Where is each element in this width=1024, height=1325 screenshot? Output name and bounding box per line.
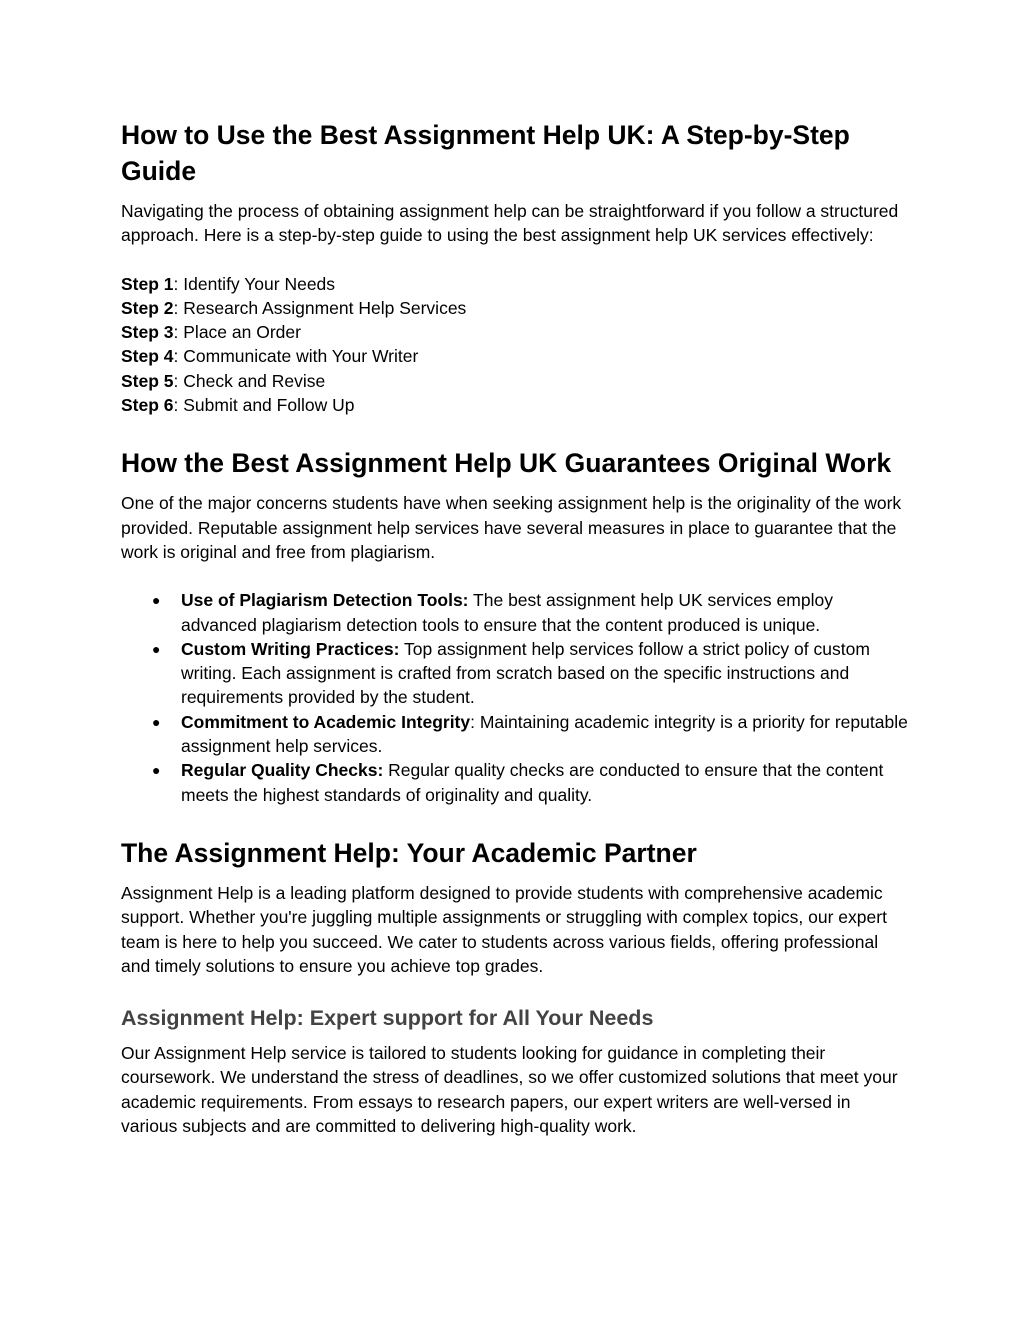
step-guide-intro: Navigating the process of obtaining assignment help can be straightforward if you follow a structured approach. Here is a step-by-step guide to using the best assignment help UK services effectively: <box>121 201 899 246</box>
step-text: : Communicate with Your Writer <box>173 346 419 367</box>
step-text: : Identify Your Needs <box>173 273 336 294</box>
step-label: Step 2 <box>121 297 174 318</box>
list-item <box>152 588 911 637</box>
list-item <box>152 758 911 807</box>
step-item <box>121 393 911 417</box>
expert-support-body: Our Assignment Help service is tailored to students looking for guidance in completing their coursework. We understand the stress of deadlines, so we offer customized solutions that meet your academic requirements. From essays to research papers, our expert writers are well-versed in various subjects and are committed to delivering high-quality work. <box>121 1043 898 1137</box>
list-item-text: Regular quality checks are conducted to ensure that the content meets the highest standards of originality and quality. <box>181 760 884 805</box>
bullet-icon: ● <box>152 762 161 779</box>
step-item <box>121 296 911 320</box>
step-item <box>121 272 911 296</box>
list-item-label: Commitment to Academic Integrity <box>181 711 471 732</box>
academic-partner-body: Assignment Help is a leading platform designed to provide students with comprehensive academic support. Whether you're juggling multiple assignments or struggling with complex topics, our expert team is here to help you succeed. We cater to students across various fields, offering professional and timely solutions to ensure you achieve top grades. <box>121 882 887 976</box>
list-item-text: Top assignment help services follow a strict policy of custom writing. Each assignment is crafted from scratch based on the specific instructions and requirements provided by the student. <box>181 638 870 708</box>
list-item <box>152 710 911 759</box>
section-heading-original-work: How the Best Assignment Help UK Guarantees Original Work <box>121 448 892 479</box>
measures-list <box>121 588 911 807</box>
list-item-label: Use of Plagiarism Detection Tools: <box>181 590 469 611</box>
step-label: Step 3 <box>121 322 174 343</box>
section-heading-step-guide: How to Use the Best Assignment Help UK: A Step-by-Step Guide <box>121 120 850 186</box>
step-label: Step 1 <box>121 273 174 294</box>
document-page <box>121 117 911 1138</box>
list-item-text: The best assignment help UK services employ advanced plagiarism detection tools to ensure that the content produced is unique. <box>181 590 833 635</box>
step-item <box>121 344 911 368</box>
step-text: : Check and Revise <box>173 370 326 391</box>
bullet-icon: ● <box>152 713 161 730</box>
step-item <box>121 369 911 393</box>
step-text: : Place an Order <box>173 322 301 343</box>
section-heading-academic-partner: The Assignment Help: Your Academic Partner <box>121 837 697 868</box>
step-label: Step 4 <box>121 346 174 367</box>
original-work-intro: One of the major concerns students have when seeking assignment help is the originality of the work provided. Reputable assignment help services have several measures in place to guarantee that the work is original and free from plagiarism. <box>121 493 902 562</box>
step-text: : Submit and Follow Up <box>173 395 355 416</box>
section-subheading-expert-support: Assignment Help: Expert support for All Your Needs <box>121 1006 654 1031</box>
steps-list <box>121 272 911 418</box>
step-text: : Research Assignment Help Services <box>173 297 467 318</box>
list-item-label: Custom Writing Practices: <box>181 638 400 659</box>
step-label: Step 6 <box>121 395 174 416</box>
step-item <box>121 320 911 344</box>
step-label: Step 5 <box>121 370 174 391</box>
bullet-icon: ● <box>152 592 161 609</box>
list-item <box>152 637 911 710</box>
list-item-text: : Maintaining academic integrity is a priority for reputable assignment help services. <box>181 711 908 757</box>
bullet-icon: ● <box>152 640 161 657</box>
list-item-label: Regular Quality Checks: <box>181 760 384 781</box>
